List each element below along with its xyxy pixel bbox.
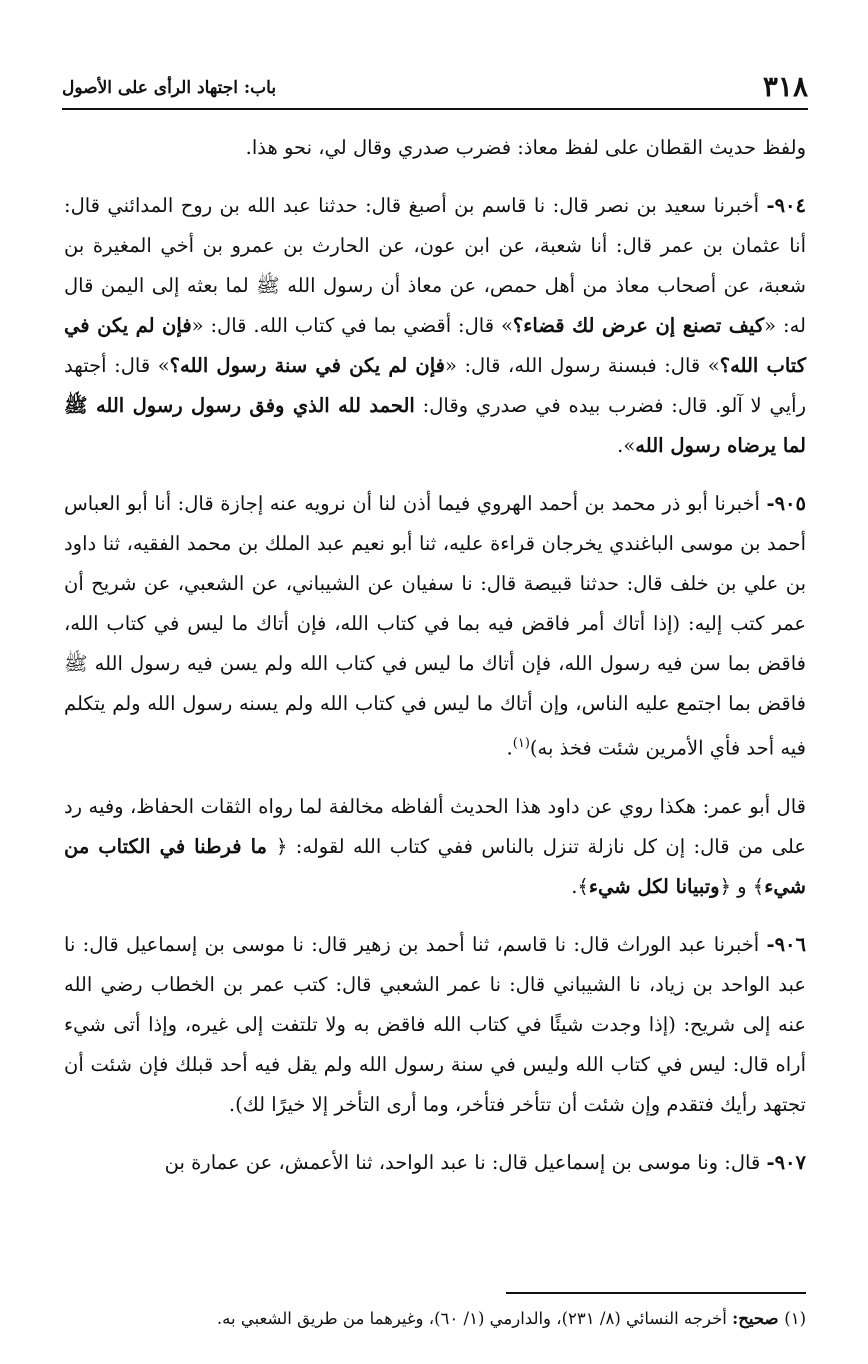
footnote-divider bbox=[506, 1292, 806, 1294]
footnote-grade: صحيح: bbox=[732, 1309, 785, 1328]
page-number: ٣١٨ bbox=[762, 70, 808, 103]
quran-quote: ما فرطنا في الكتاب من شيء bbox=[64, 834, 806, 898]
hadith-904: ٩٠٤- أخبرنا سعيد بن نصر قال: نا قاسم بن أصبغ قال: حدثنا عبد الله بن روح المدائني قال: أنا عثمان بن عمر قال: أنا شعبة، عن ابن عون، عن الحارث بن عمرو بن أخي المغيرة بن شعبة، عن أصحاب معاذ من أهل حمص، عن معاذ أن رسول الله ﷺ لما بعثه إلى اليمن قال له: «كيف تصنع إن عرض لك قضاء؟» قال: أقضي بما في كتاب الله. قال: «فإن لم يكن في كتاب الله؟» قال: فبسنة رسول الله، قال: «فإن لم يكن في سنة رسول الله؟» قال: أجتهد رأيي لا آلو. قال: فضرب بيده في صدري وقال: الحمد لله الذي وفق رسول رسول الله ﷺ لما يرضاه رسول الله». bbox=[64, 194, 806, 457]
hadith-number: ٩٠٤- bbox=[766, 194, 806, 217]
hadith-quote: الحمد لله الذي وفق رسول رسول الله ﷺ لما يرضاه رسول الله bbox=[64, 394, 806, 457]
page-header bbox=[62, 68, 808, 110]
hadith-number: ٩٠٥- bbox=[766, 492, 806, 515]
hadith-quote: فإن لم يكن في كتاب الله؟ bbox=[64, 314, 806, 377]
commentary-abu-umar: قال أبو عمر: هكذا روي عن داود هذا الحديث ألفاظه مخالفة لما رواه الثقات الحفاظ، وفيه رد على من قال: إن كل نازلة تنزل بالناس ففي كتاب الله لقوله: ﴿ ما فرطنا في الكتاب من شيء﴾ و ﴿وتبيانا لكل شيء﴾. bbox=[64, 794, 806, 898]
hadith-quote: كيف تصنع إن عرض لك قضاء؟ bbox=[512, 314, 765, 337]
paragraph-intro: ولفظ حديث القطان على لفظ معاذ: فضرب صدري وقال لي، نحو هذا. bbox=[245, 136, 806, 159]
hadith-907: ٩٠٧- قال: ونا موسى بن إسماعيل قال: نا عبد الواحد، ثنا الأعمش، عن عمارة بن bbox=[164, 1150, 806, 1174]
hadith-number: ٩٠٧- bbox=[766, 1150, 806, 1174]
running-title: باب: اجتهاد الرأى على الأصول bbox=[62, 78, 277, 98]
main-text bbox=[64, 128, 806, 1183]
quran-quote: وتبيانا لكل شيء bbox=[588, 874, 720, 898]
footnote: (١) صحيح: أخرجه النسائي (٨/ ٢٣١)، والدارمي (١/ ٦٠)، وغيرهما من طريق الشعبي به. bbox=[216, 1309, 806, 1328]
hadith-906: ٩٠٦- أخبرنا عبد الوراث قال: نا قاسم، ثنا أحمد بن زهير قال: نا موسى بن إسماعيل قال: نا عبد الواحد بن زياد، نا الشيباني قال: نا عمر الشعبي قال: كتب عمر بن الخطاب رضي الله عنه إلى شريح: (إذا وجدت شيئًا في كتاب الله فاقض به ولا تلتفت إلى غيره، وإذا أتى شيء أراه قال: ليس في كتاب الله وليس في سنة رسول الله ولم يقل فيه أحد قبلك فإن شئت أن تجتهد رأيك فتقدم وإن شئت أن تتأخر فتأخر، وما أرى التأخر إلا خيرًا لك). bbox=[64, 932, 806, 1116]
hadith-number: ٩٠٦- bbox=[766, 932, 806, 956]
hadith-quote: فإن لم يكن في سنة رسول الله؟ bbox=[169, 354, 445, 377]
footnote-reference: (١) bbox=[512, 736, 530, 751]
hadith-905: ٩٠٥- أخبرنا أبو ذر محمد بن أحمد الهروي فيما أذن لنا أن نرويه عنه إجازة قال: أنا أبو العباس أحمد بن موسى الباغندي يخرجان قراءة عليه، ثنا أبو نعيم عبد الملك بن محمد الفقيه، ثنا داود بن علي بن خلف قال: حدثنا قبيصة قال: نا سفيان عن الشيباني، عن الشعبي، عن شريح أن عمر كتب إليه: (إذا أتاك أمر فاقض فيه بما في كتاب الله، فإن أتاك ما ليس في كتاب الله، فاقض بما سن فيه رسول الله، فإن أتاك ما ليس في كتاب الله ولم يسن فيه رسول الله ﷺ فاقض بما اجتمع عليه الناس، وإن أتاك ما ليس في كتاب الله ولم يسنه رسول الله ولم يتكلم فيه أحد فأي الأمرين شئت فخذ به)$^{(١)}$. bbox=[64, 492, 806, 760]
